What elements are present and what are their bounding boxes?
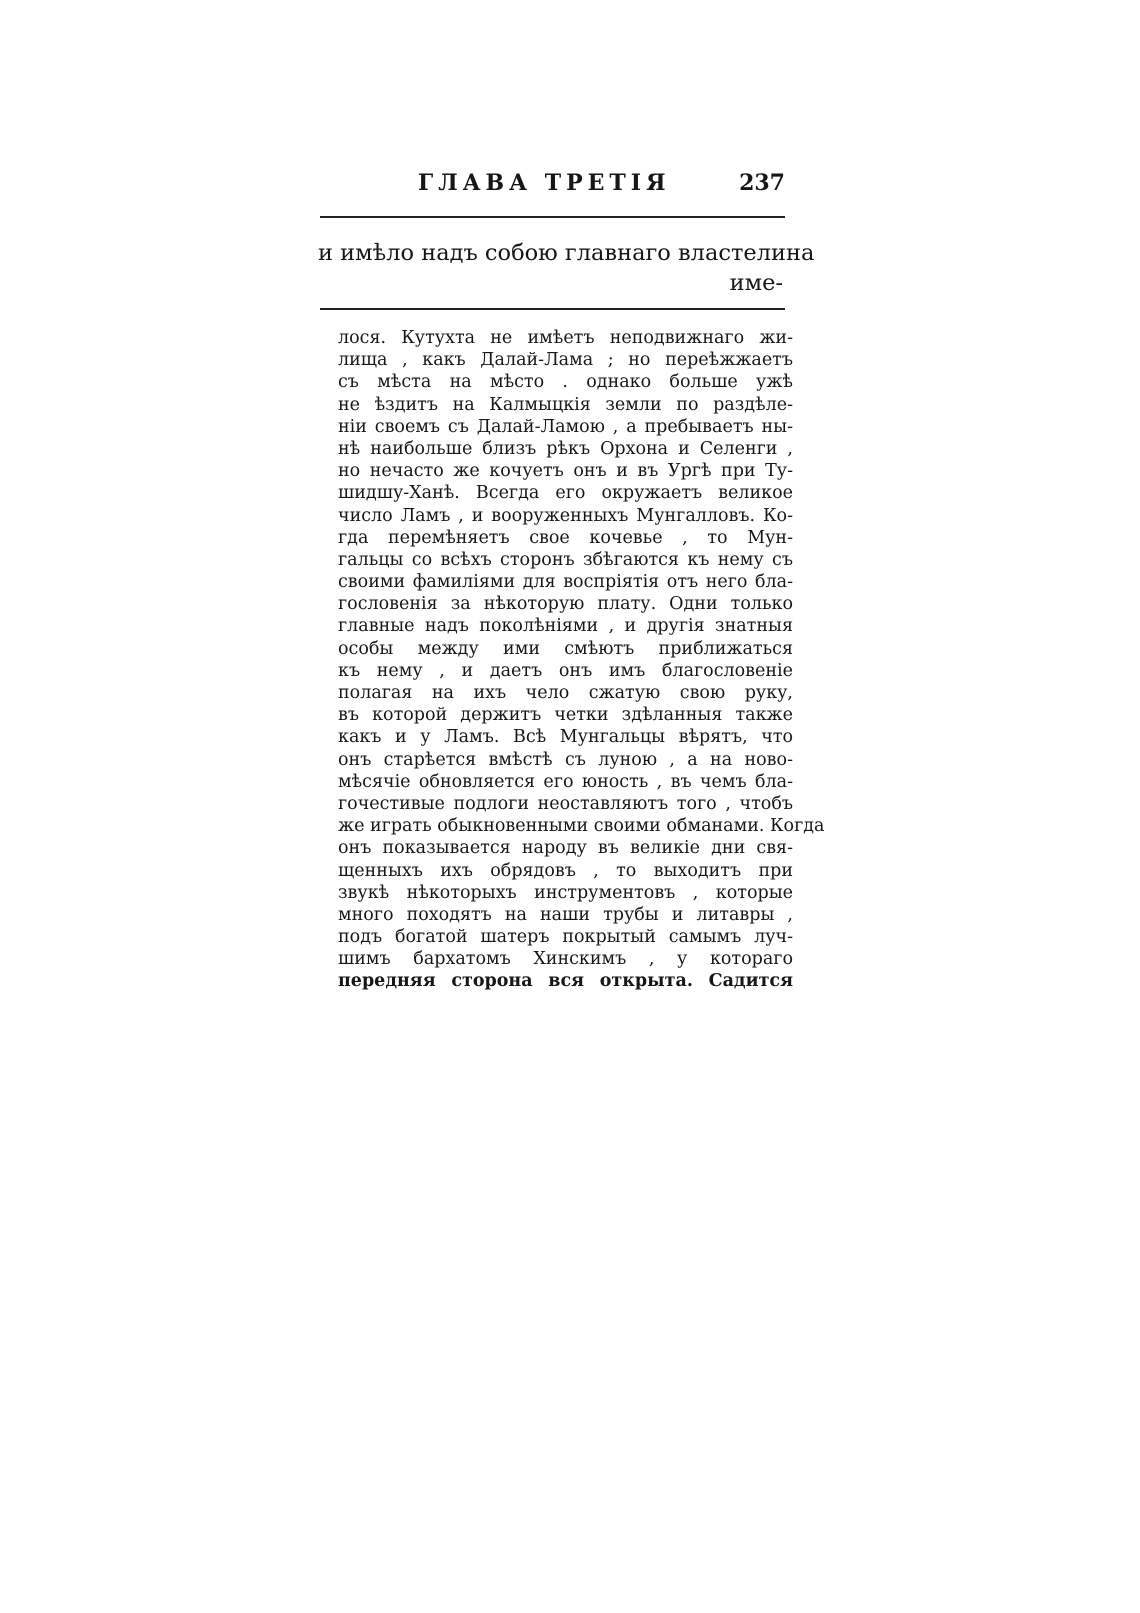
text-line: онъ показывается народу въ великіе дни свя-	[338, 838, 793, 859]
text-line: число Ламъ , и вооруженныхъ Мунгалловъ. Ко-	[338, 505, 793, 526]
text-line: нiи своемъ съ Далай-Ламою , а пребываетъ ны-	[338, 416, 793, 437]
page-number: 237	[739, 170, 785, 196]
body-text	[338, 327, 825, 993]
text-line: съ мѣста на мѣсто . однако больше ужѣ	[338, 372, 793, 393]
page-header	[320, 170, 785, 200]
text-line: гда перемѣняетъ свое кочевье , то Мун-	[338, 527, 793, 548]
text-line: но нечасто же кочуетъ онъ и въ Ургѣ при Ту-	[338, 461, 793, 482]
text-line: какъ и у Ламъ. Всѣ Мунгальцы вѣрятъ, что	[338, 727, 793, 748]
catchword: име-	[729, 270, 783, 296]
text-line: подъ богатой шатеръ покрытый самымъ луч-	[338, 927, 793, 948]
carried-over-line: и имѣло надъ собою главнаго властелина	[318, 240, 815, 266]
text-line: своими фамилiями для воспрiятія отъ него бла-	[338, 572, 793, 593]
text-line: особы между ими смѣютъ приближаться	[338, 638, 793, 659]
text-line: шимъ бархатомъ Хинскимъ , у котораго	[338, 949, 793, 970]
text-line: щенныхъ ихъ обрядовъ , то выходитъ при	[338, 860, 793, 881]
text-line: къ нему , и даетъ онъ имъ благословеніе	[338, 660, 793, 681]
text-line: онъ старѣется вмѣстѣ съ луною , а на ново-	[338, 749, 793, 770]
header-rule	[320, 216, 785, 218]
text-line: въ которой держитъ четки здѣланныя также	[338, 705, 793, 726]
text-line: главные надъ поколѣнiями , и другія знатныя	[338, 616, 793, 637]
section-rule	[320, 308, 785, 310]
text-line: нѣ наибольше близъ рѣкъ Орхона и Селенги ,	[338, 438, 793, 459]
text-line: гочестивые подлоги неоставляютъ того , чтобъ	[338, 793, 793, 814]
running-title: ГЛАВА ТРЕТІЯ	[418, 170, 671, 196]
text-line: лося. Кутухта не имѣетъ неподвижнаго жи-	[338, 328, 793, 348]
text-line: передняя сторона вся открыта. Садится	[338, 971, 793, 992]
text-line: же играть обыкновенными своими обманами. Когда	[338, 816, 825, 837]
text-line: звукѣ нѣкоторыхъ инструментовъ , которые	[338, 882, 793, 903]
text-line: гальцы со всѣхъ сторонъ збѣгаются къ нему съ	[338, 549, 793, 570]
text-line: гословенія за нѣкоторую плату. Одни только	[338, 594, 793, 615]
text-line: мѣсячіе обновляется его юность , въ чемъ бла-	[338, 771, 793, 792]
text-line: полагая на ихъ чело сжатую свою руку,	[338, 683, 793, 703]
text-line: не ѣздитъ на Калмыцкія земли по раздѣле-	[338, 394, 793, 415]
text-line: много походятъ на наши трубы и литавры ,	[338, 904, 793, 925]
text-line: шидшу-Ханѣ. Всегда его окружаетъ великое	[338, 483, 793, 504]
text-line: лища , какъ Далай-Лама ; но переѣжжаетъ	[338, 350, 793, 371]
